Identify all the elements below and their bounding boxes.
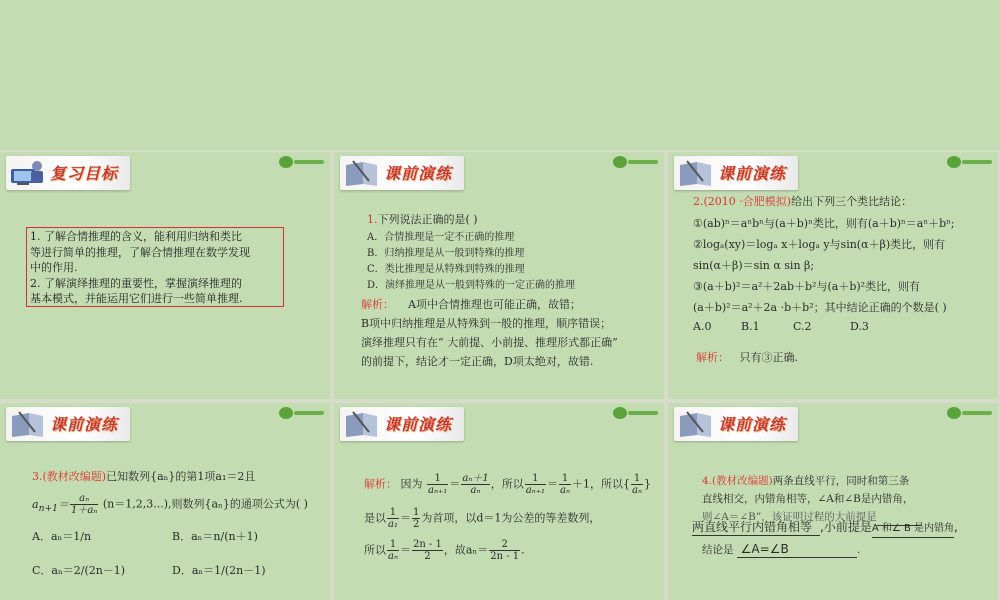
slide-solution-3 — [334, 403, 664, 600]
question-text: 下列说法正确的是( ) — [377, 213, 478, 226]
question-line-2: 直线相交，内错角相等，∠A和∠B是内错角， — [702, 493, 914, 505]
question-2 — [693, 194, 912, 210]
text: ，故aₙ＝ — [443, 543, 489, 557]
statement-3-cont: (a＋b)²＝a²＋2a ·b＋b²；其中结论正确的个数是( ) — [693, 301, 947, 314]
brand-logo-icon — [946, 406, 994, 420]
top-band — [0, 0, 1000, 150]
analysis-line: 的前提下，结论才一定正确，D项太绝对，故错. — [361, 355, 594, 368]
goal-line: 中的作用. — [30, 261, 78, 274]
banner-title: 课前演练 — [718, 164, 787, 183]
question-number: 1. — [367, 213, 378, 226]
option-b: B．aₙ＝n/(n＋1) — [172, 530, 258, 543]
question-text: 两条直线平行，同时和第三条 — [772, 475, 910, 487]
goal-line: 基本模式，并能运用它们进行一些简单推理. — [30, 292, 243, 305]
solution-line-3: 所以 $\frac{1}{\text{aₙ}}$ ＝ $\frac{2n - 1}{2}$ ，故aₙ＝ $\frac{2}{2n - 1}$ . — [364, 539, 525, 562]
question-3 — [32, 469, 255, 485]
book-pen-icon — [9, 410, 47, 438]
text: 所以 — [364, 543, 386, 557]
banner-title: 课前演练 — [384, 164, 453, 183]
answer-text: ∠A=∠B — [740, 542, 789, 556]
statement-2-cont: sin(α＋β)＝sin α sin β; — [693, 259, 815, 272]
banner — [674, 407, 798, 441]
goals-box — [26, 227, 284, 307]
banner — [340, 156, 464, 190]
option-a: A.0 — [693, 320, 712, 333]
statement-2: ②logₐ(xy)＝logₐ x＋logₐ y与sin(α＋β)类比，则有 — [693, 238, 946, 251]
text: 为首项，以d＝1为公差的等差数列， — [421, 511, 601, 525]
question-4 — [702, 473, 909, 489]
text: ，所以 — [490, 477, 524, 491]
goal-line: 1. 了解合情推理的含义，能利用归纳和类比 — [30, 230, 242, 243]
statement-1: ①(ab)ⁿ＝aⁿbⁿ与(a＋b)ⁿ类比，则有(a＋b)ⁿ＝aⁿ＋bⁿ; — [693, 217, 955, 230]
option-d: D.3 — [850, 320, 869, 333]
book-pen-icon — [677, 159, 715, 187]
text: 因为 — [400, 477, 423, 491]
slide-practice-3 — [0, 403, 330, 600]
option-d: D．aₙ＝1/(2n－1) — [172, 564, 266, 577]
question-source: 4.(教材改编题) — [702, 475, 773, 487]
analysis-text: 只有③正确. — [739, 351, 798, 364]
slide-practice-2 — [668, 152, 998, 399]
banner — [6, 156, 130, 190]
banner-title: 复习目标 — [50, 164, 119, 183]
banner-title: 课前演练 — [50, 415, 119, 434]
analysis-label: 解析： — [696, 351, 729, 364]
solution-line-1: 解析： 因为 $\frac{1}{\text{aₙ₊₁}}$ ＝ $\frac{\text{aₙ＋1}}{\text{aₙ}}$ ，所以 $\frac{1}{\text{aₙ₊₁}}$ ＝ $\frac{1}{\text{aₙ}}$ ＋1，所以{ $\frac{1}{\text{aₙ}}$ } — [364, 473, 652, 496]
analysis-line — [696, 350, 798, 366]
option-b: B．归纳推理是从一般到特殊的推理 — [367, 248, 525, 259]
question-source: 2.(2010 ·合肥模拟) — [693, 195, 792, 208]
question-text: 已知数列{aₙ}的第1项a₁＝2且 — [106, 470, 256, 483]
answer-major-premise: 两直线平行内错角相等 — [692, 519, 820, 536]
analysis-line: B项中归纳推理是从特殊到一般的推理，顺序错误； — [361, 317, 612, 330]
slide-practice-4 — [668, 403, 998, 600]
option-a: A．aₙ＝1/n — [32, 530, 92, 543]
text: 结论是 — [702, 544, 734, 556]
analysis-text: A项中合情推理也可能正确，故错； — [408, 298, 581, 311]
question-1 — [367, 212, 478, 228]
slide-review-goals — [0, 152, 330, 399]
book-pen-icon — [343, 410, 381, 438]
text: 小前提是 — [823, 520, 872, 534]
brand-logo-icon — [278, 406, 326, 420]
text: ，所以{ — [590, 477, 631, 491]
brand-logo-icon — [612, 155, 660, 169]
conclusion-line: 结论是 ∠A=∠B . — [702, 542, 861, 556]
text: . — [521, 543, 525, 557]
brand-logo-icon — [278, 155, 326, 169]
option-a: A．合情推理是一定不正确的推理 — [367, 232, 515, 243]
answer-minor-premise: A 和∠ B 是内错角 — [872, 521, 954, 538]
text: 是以 — [364, 511, 386, 525]
goal-line: 等进行简单的推理，了解合情推理在数学发现 — [30, 245, 250, 259]
option-b: B.1 — [741, 320, 760, 333]
option-c: C．类比推理是从特殊到特殊的推理 — [367, 264, 525, 275]
answer-overlay: 两直线平行内错角相等 ,小前提是A 和∠ B 是内错角, — [692, 519, 958, 538]
brand-logo-icon — [946, 155, 994, 169]
banner — [340, 407, 464, 441]
solution-line-2: 是以 $\frac{1}{\text{a₁}}$ ＝ $\frac{1}{2}$ 为首项，以d＝1为公差的等差数列， — [364, 507, 601, 530]
book-pen-icon — [677, 410, 715, 438]
person-computer-icon — [9, 159, 47, 187]
banner-title: 课前演练 — [718, 415, 787, 434]
slide-practice-1 — [334, 152, 664, 399]
text: 则∠A＝∠B”，该证明过程的大前提是 — [702, 511, 877, 523]
goal-line: 2. 了解演绎推理的重要性，掌握演绎推理的 — [30, 276, 242, 290]
analysis-line: 演绎推理只有在“ 大前提、小前提、推理形式都正确” — [361, 336, 618, 349]
brand-logo-icon — [612, 406, 660, 420]
recurrence: $a_{n+1}=$ $\frac{\text{aₙ}}{\text{1＋aₙ}}$ (n＝1,2,3...),则数列{aₙ}的通项公式为( ) — [32, 493, 308, 516]
book-pen-icon — [343, 159, 381, 187]
analysis-line — [361, 297, 581, 313]
question-text: 给出下列三个类比结论： — [791, 195, 913, 208]
question-source: 3.(教材改编题) — [32, 470, 107, 483]
option-c: C.2 — [793, 320, 812, 333]
banner-title: 课前演练 — [384, 415, 453, 434]
option-d: D．演绎推理是从一般到特殊的一定正确的推理 — [367, 280, 576, 291]
text: } — [644, 477, 652, 491]
answer-conclusion — [737, 541, 857, 558]
banner — [674, 156, 798, 190]
statement-3: ③(a＋b)²＝a²＋2ab＋b²与(a＋b)²类比，则有 — [693, 280, 921, 293]
analysis-label: 解析： — [361, 298, 394, 311]
option-c: C．aₙ＝2/(2n－1) — [32, 564, 126, 577]
banner — [6, 407, 130, 441]
question-text-cont: (n＝1,2,3...),则数列{aₙ}的通项公式为( ) — [102, 497, 308, 511]
analysis-label: 解析： — [364, 477, 397, 491]
